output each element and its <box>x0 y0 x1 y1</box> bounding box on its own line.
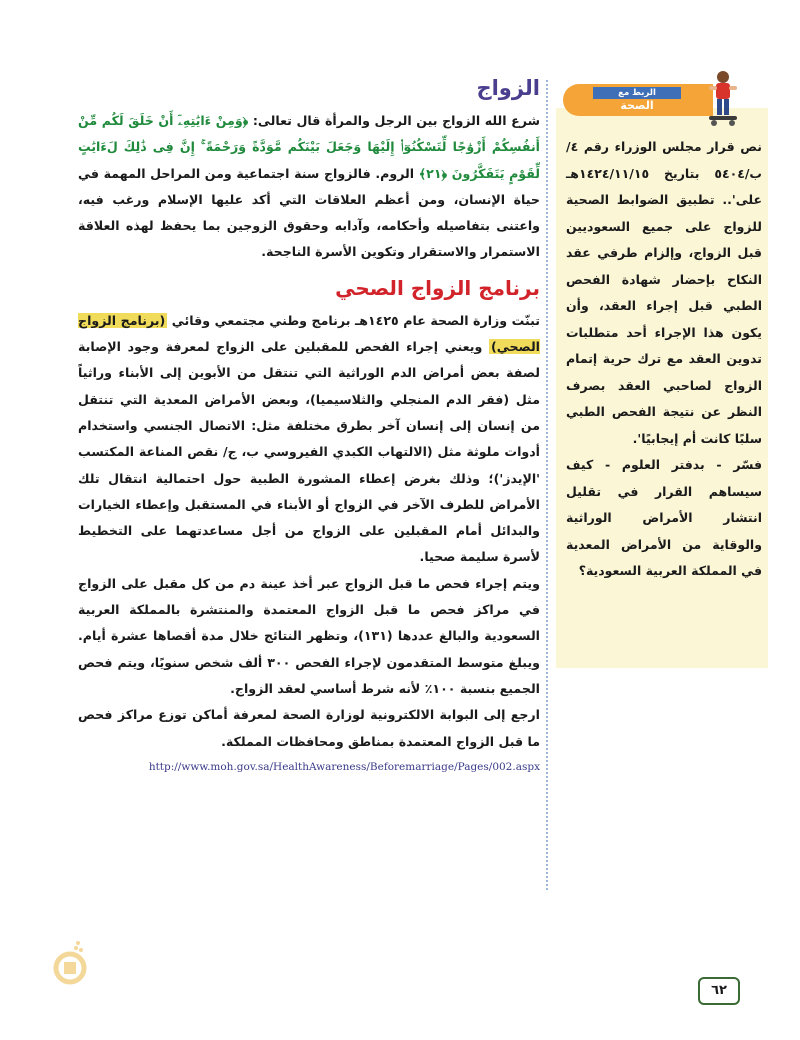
page-title: الزواج <box>476 76 540 100</box>
exam-paragraph: ويتم إجراء فحص ما قبل الزواج عبر أخذ عينة دم من كل مقبل على الزواج في مراكز فحص ما قبل الزواج المعتمدة والمنتشرة بالمملكة العربية السعودية والبالغ عددها (١٣١)، وتظهر النتائج خلال مدة أقصاها عشرة أيام. ويبلغ متوسط المتقدمون لإجراء الفحص ٣٠٠ ألف شخص سنويًا، ويتم فحص الجميع بنسبة ١٠٠٪ لأنه شرط أساسي لعقد الزواج. <box>78 575 541 696</box>
health-link-badge <box>563 70 725 120</box>
intro-prefix: شرع الله الزواج بين الرجل والمرأة قال تعالى: <box>248 113 541 128</box>
skateboarder-icon <box>701 70 741 128</box>
intro-rest: الروم. فالزواج سنة اجتماعية ومن المراحل المهمة في حياة الإنسان، ومن أعظم العلاقات التي أكد عليها الإسلام ورغب فيه، واعتنى بتفاصيله وأحكامه، وآدابه وحقوق الزوجين بما يحفظ لهذه العلاقة الاستمرار والاستقرار وتكوين الأسرة الناجحة. <box>78 165 540 260</box>
program-paragraph <box>78 308 540 571</box>
moh-link[interactable]: http://www.moh.gov.sa/HealthAwareness/Beforemarriage/Pages/002.aspx <box>148 760 540 773</box>
badge-label-bottom: الصحة <box>620 99 654 112</box>
publisher-logo-icon <box>50 938 90 988</box>
sidebar-question: فسّر - بدفتر العلوم - كيف سيساهم القرار في تقليل انتشار الأمراض الوراثية والوقاية من الأمراض المعدية في المملكة العربية السعودية؟ <box>566 457 762 578</box>
program-paragraph-rest: ويعني إجراء الفحص للمقبلين على الزواج لمعرفة وجود الإصابة لصفة بعض أمراض الدم الوراثية التي تنتقل من الأبوين إلى الأبناء وراثياً مثل (فقر الدم المنجلي والثلاسيميا)، وبعض الأمراض المعدية التي تنتقل من إنسان إلى إنسان آخر بطرق مختلفة مثل: الاتصال الجنسي واستخدام أدوات ملوثة مثل (الالتهاب الكبدي الفيروسي ب، ج/ نقص المناعة المكتسب 'الإيدز')؛ وذلك بغرض إعطاء المشورة الطبية حول احتمالية انتقال تلك الأمراض للطرف الآخر في الزواج أو الأبناء في المستقبل وإعطاء الخيارات والبدائل أمام المقبلين على الزواج من أجل مساعدتهما على التخطيط لأسرة سليمة صحيا. <box>78 339 540 565</box>
quran-verse: ﴿وَمِنْ ءَايَٰتِهِۦٓ أَنْ خَلَقَ لَكُم مِّنْ أَنفُسِكُمْ أَزْوَٰجًا لِّتَسْكُنُوٓا۟ إِلَيْهَا وَجَعَلَ بَيْنَكُم مَّوَدَّةً وَرَحْمَةً ۚ إِنَّ فِى ذَٰلِكَ لَءَايَٰتٍ لِّقَوْمٍ يَتَفَكَّرُونَ ﴿٢١﴾ <box>78 113 540 181</box>
main-column <box>78 60 540 820</box>
sidebar-decision-text: نص قرار مجلس الوزراء رقم ٤/ب/٥٤٠٤ بتاريخ ١٤٢٤/١١/١٥هـ على'.. تطبيق الضوابط الصحية للزواج على جميع السعوديين قبل الزواج، وإلزام طرفي عقد النكاح بإحضار شهادة الفحص الطبي قبل إجراء العقد، وأن يكون هذا الإجراء أحد متطلبات تدوين العقد مع ترك حرية إتمام الزواج لصاحبي العقد بصرف النظر عن نتيجة الفحص الطبي سلبًا كانت أم إيجابيًا'. <box>566 139 762 446</box>
sidebar-text <box>566 134 762 585</box>
column-divider <box>546 80 548 890</box>
intro-paragraph <box>78 108 540 266</box>
portal-paragraph: ارجع إلى البوابة الالكترونية لوزارة الصحة لمعرفة أماكن توزع مراكز فحص ما قبل الزواج المعتمدة بمناطق ومحافظات المملكة. <box>78 707 540 749</box>
badge-label-top: الربط مع <box>593 87 681 99</box>
program-paragraph-start: تبنّت وزارة الصحة عام ١٤٢٥هـ برنامج وطني مجتمعي وقائي <box>167 312 540 328</box>
section-title: برنامج الزواج الصحي <box>335 275 540 300</box>
page-number: ٦٢ <box>698 977 740 1005</box>
program-name-highlight: (برنامج الزواج الصحي) <box>78 312 540 355</box>
